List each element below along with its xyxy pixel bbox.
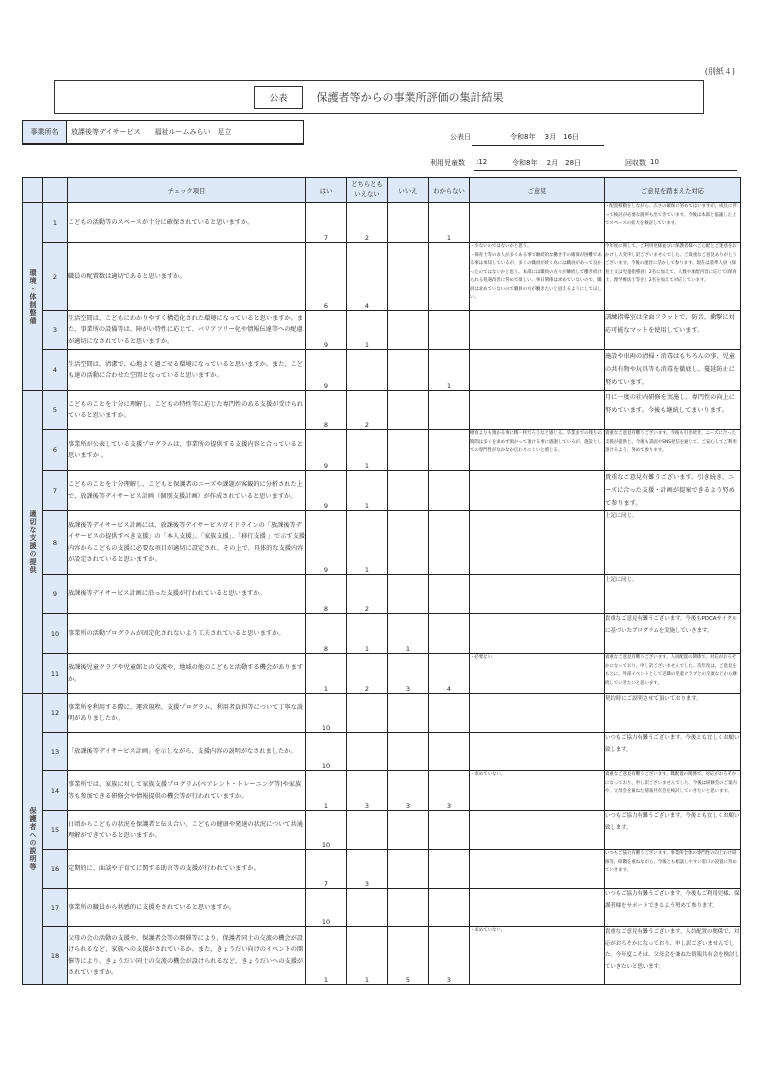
count-no <box>388 733 429 771</box>
count-yes: 9 <box>306 430 347 471</box>
opinion-text: ・求めていない。 <box>470 771 605 811</box>
count-unknown <box>429 575 470 614</box>
count-yes: 10 <box>306 694 347 733</box>
count-yes: 8 <box>306 614 347 654</box>
question-number: 3 <box>43 311 68 350</box>
response-text: 今年度に関して、ご利用児様並びに保護者様へご心配とご迷惑をおかけし大変申し訳ございませんでした。ご貴重なご意見ありがとうございます。今後の運営に活かして参ります。現在は基準人員（保育士又は児童指導員）2名に加えて、人数や加配内容に応じて(保育士、理学療法士等を）2名を加えて対応しています。 <box>605 243 741 311</box>
opinion-text: ・必要ない <box>470 654 605 694</box>
count-yes: 7 <box>306 203 347 243</box>
count-neutral: 3 <box>347 850 388 889</box>
opinion-text <box>470 391 605 430</box>
count-neutral: 1 <box>347 927 388 985</box>
appendix-label: (別紙４) <box>704 67 735 76</box>
response-text: 施設や車両の清掃・消毒はもちろんの事、児童の共有物や玩具等も消毒を徹底し、蔓延防止に努めています。 <box>605 350 741 391</box>
response-text: 契約時にご説明させて頂いております。 <box>605 694 741 733</box>
count-no: 3 <box>388 771 429 811</box>
table-row <box>23 391 741 430</box>
count-unknown <box>429 471 470 511</box>
office-name-box <box>22 120 304 145</box>
question-text: 放課後等デイサービス計画には、放課後等デイサービスガイドラインの「放課後等デイサービスの提供すべき支援」の「本人支援」、「家族支援」、「移行支援 」で示す支援内容からこどもの支援に必要な項目が適切に設定され、その上で、具体的な支援内容が設定されていると思いますか。 <box>68 511 306 575</box>
response-text: 訓練指導室は全面フラットで、防音、衝撃に対応可能なマットを使用しています。 <box>605 311 741 350</box>
question-number: 18 <box>43 927 68 985</box>
question-text: 放課後等デイサービス計画に沿った支援が行われていると思いますか。 <box>68 575 306 614</box>
count-yes: 1 <box>306 771 347 811</box>
table-row <box>23 811 741 850</box>
count-no <box>388 575 429 614</box>
count-no: 3 <box>388 654 429 694</box>
count-no <box>388 850 429 889</box>
count-no: 5 <box>388 927 429 985</box>
question-number: 5 <box>43 391 68 430</box>
publication-date-label: 公表日 <box>450 133 471 141</box>
collected-count-label: 回収数 <box>625 159 646 167</box>
table-header-row <box>23 178 741 203</box>
count-yes: 9 <box>306 350 347 391</box>
response-text: ・配置移動をしながら、広さの確保に努めてはいますが、成長に伴って検討が必要な箇所も出てきています。今後は本部と協議した上でスペースの拡大を検討しています。 <box>605 203 741 243</box>
question-number: 14 <box>43 771 68 811</box>
count-neutral: 2 <box>347 654 388 694</box>
count-neutral <box>347 733 388 771</box>
count-unknown <box>429 733 470 771</box>
response-text: いつもご協力有難うございます。今後もご利用児様、保護者様をサポートできるよう努めて参ります。 <box>605 889 741 927</box>
count-yes: 10 <box>306 733 347 771</box>
header-number <box>43 178 68 203</box>
table-row <box>23 927 741 985</box>
response-text: 月に一度の社内研修を実施し、専門性の向上に努めています。今後も継続してまいります。 <box>605 391 741 430</box>
question-number: 9 <box>43 575 68 614</box>
table-row <box>23 771 741 811</box>
response-text: 上記に同じ。 <box>605 511 741 575</box>
count-neutral <box>347 694 388 733</box>
count-yes: 1 <box>306 927 347 985</box>
category-label: 保護者への説明等 <box>23 694 43 985</box>
table-row <box>23 471 741 511</box>
question-number: 11 <box>43 654 68 694</box>
question-text: 「放課後等デイサービス計画」を示しながら、支援内容の説明がなされましたか。 <box>68 733 306 771</box>
table-row <box>23 694 741 733</box>
question-number: 8 <box>43 511 68 575</box>
response-text: 上記に同じ。 <box>605 575 741 614</box>
count-yes: 9 <box>306 311 347 350</box>
question-number: 10 <box>43 614 68 654</box>
survey-date: 令和8年 2月 28日 <box>512 159 582 167</box>
question-text: こどものことを十分に理解し、こどもの特性等に応じた専門性のある支援が受けられていると思いますか。 <box>68 391 306 430</box>
question-text: 事業所の活動プログラムが固定化されないよう工夫されていると思いますか。 <box>68 614 306 654</box>
opinion-text <box>470 694 605 733</box>
count-unknown: 1 <box>429 350 470 391</box>
question-text: 職員の配置数は適切であると思いますか。 <box>68 243 306 311</box>
count-unknown <box>429 391 470 430</box>
question-number: 7 <box>43 471 68 511</box>
header-opinion: ご意見 <box>470 178 605 203</box>
count-yes: 10 <box>306 811 347 850</box>
count-yes: 9 <box>306 511 347 575</box>
count-no <box>388 811 429 850</box>
count-neutral <box>347 811 388 850</box>
opinion-text <box>470 203 605 243</box>
category-label: 環境・体制整備 <box>23 203 43 391</box>
count-yes: 8 <box>306 575 347 614</box>
count-no <box>388 511 429 575</box>
count-neutral: 1 <box>347 471 388 511</box>
response-text: 貴重なご意見有難うございます。職配置の関係で、対応がおろそかになっており、申し訳ございませんでした。今後は研修会のご案内や、父母会を兼ねた情報共有会を検討していきたいと思います。 <box>605 771 741 811</box>
children-count-value: :12 <box>476 158 488 166</box>
collected-count-value: 10 <box>650 158 659 166</box>
count-no <box>388 311 429 350</box>
count-yes: 7 <box>306 850 347 889</box>
count-no: 1 <box>388 614 429 654</box>
question-text: 事業所の職員から共感的に支援をされていると思いますか。 <box>68 889 306 927</box>
table-row <box>23 243 741 311</box>
question-text: こどもの活動等のスペースが十分に確保されていると思いますか。 <box>68 203 306 243</box>
count-no <box>388 350 429 391</box>
children-count-label: 利用児童数 <box>430 159 465 167</box>
table-row <box>23 614 741 654</box>
opinion-text: ・少ないのではないかと思う。 ・保育士等の求人が多くある事で継続的な働き手の確保が困難である事は承知しているが、多くの職員が続く為には職員があって良かったのではないかと思う。本部には職員の方々が継続して働き続けられる処遇改善に努めて欲しい。事日関係は求めていないので、職員は求めていないので職員の方が働きたいと思えるようにしてほしい。 <box>470 243 605 311</box>
count-yes: 6 <box>306 243 347 311</box>
count-unknown <box>429 430 470 471</box>
count-unknown <box>429 694 470 733</box>
header-unknown: わからない <box>429 178 470 203</box>
response-text: 貴重なご意見有難うございます。引き続き、ニーズに合った支援・計画が提案できるよう努めて参ります。 <box>605 471 741 511</box>
count-yes: 1 <box>306 654 347 694</box>
question-text: 放課後児童クラブや児童館との交流や、地域の他のこどもと活動する機会がありますか。 <box>68 654 306 694</box>
count-no <box>388 889 429 927</box>
question-text: 父母の会の活動の支援や、保護者会等の開催等により、保護者同士の交流の機会が設けられるなど、家族への支援がされているか。また、きょうだい向けのイベントの開催等により、きょうだい同士の交流の機会が設けられるなど、きょうだいへの支援がされていますか。 <box>68 927 306 985</box>
count-neutral: 1 <box>347 614 388 654</box>
count-neutral: 2 <box>347 575 388 614</box>
count-unknown <box>429 311 470 350</box>
count-neutral: 1 <box>347 511 388 575</box>
header-check-item: チェック項目 <box>68 178 306 203</box>
title-box <box>54 80 704 114</box>
response-text: 貴重なご意見有難うございます。人員配置の関係で、対応がおろそかになっており、申し訳ございませんでした。次年度は、ご意見をもとに、外部イベントとして近隣の児童クラブとの交流などから継続していきたいと思います。 <box>605 654 741 694</box>
evaluation-table <box>22 177 741 985</box>
question-text: 事業所を利用する際に、運営規程、支援プログラム、利用者負担等について丁寧な説明がありましたか。 <box>68 694 306 733</box>
opinion-text: 療育よりも預かる事に精一杯だろうなと感じる。卒業までの残りの期間は多くを求めず預かって頂ける事に感謝しているが、施設としての専門性がなかなか伝わりにくいと感じる。 <box>470 430 605 471</box>
count-unknown <box>429 811 470 850</box>
count-yes: 10 <box>306 889 347 927</box>
count-unknown: 1 <box>429 203 470 243</box>
question-number: 12 <box>43 694 68 733</box>
table-row <box>23 203 741 243</box>
header-yes: はい <box>306 178 347 203</box>
count-unknown: 3 <box>429 771 470 811</box>
office-name-label: 事業所名 <box>23 121 67 143</box>
table-row <box>23 654 741 694</box>
count-neutral: 2 <box>347 203 388 243</box>
question-text: 生活空間は、こどもにわかりやすく構造化された環境になっていると思いますか。また、事業所の設備等は、障がい特性に応じて、バリアフリー化や情報伝達等への配慮が適切になされていると思いますか。 <box>68 311 306 350</box>
opinion-text <box>470 733 605 771</box>
header-neutral: どちらとも いえない <box>347 178 388 203</box>
count-unknown <box>429 850 470 889</box>
question-number: 6 <box>43 430 68 471</box>
category-label: 適切な支援の提供 <box>23 391 43 694</box>
response-text: 貴重なご意見有難うございます。今後も引き続き、ニーズに合った支援が提供と、今後も書面やSNS発信を通じて、ご安心してご利用頂けるよう、努めて参ります。 <box>605 430 741 471</box>
table-row <box>23 889 741 927</box>
opinion-text <box>470 511 605 575</box>
opinion-text <box>470 614 605 654</box>
table-row <box>23 311 741 350</box>
question-text: 事業所では、家族に対して家族支援プログラム(ペアレント・トレーニング等)や家族等も参加できる研修会や情報提供の機会等が行われていますか。 <box>68 771 306 811</box>
question-text: 定期的に、面談や子育てに関する助言等の支援が行われていますか。 <box>68 850 306 889</box>
question-number: 15 <box>43 811 68 850</box>
opinion-text <box>470 311 605 350</box>
count-unknown <box>429 511 470 575</box>
header-response: ご意見を踏まえた対応 <box>605 178 741 203</box>
question-number: 1 <box>43 203 68 243</box>
office-name-value: 放課後等デイサービス 福祉ルームみらい 足立 <box>71 128 232 136</box>
question-text: 事業所が公表している支援プログラムは、事業所の提供する支援内容と合っていると思いますか 。 <box>68 430 306 471</box>
table-row <box>23 733 741 771</box>
response-text: いつもご協力有難うございます。事業所全体の専門性の向上わけ研修等、研鑽を重ねながら、今後とも相談しやすい窓口の設置に努めていきます。 <box>605 850 741 889</box>
table-row <box>23 511 741 575</box>
question-number: 2 <box>43 243 68 311</box>
count-no <box>388 243 429 311</box>
count-neutral: 1 <box>347 311 388 350</box>
count-unknown <box>429 889 470 927</box>
question-number: 16 <box>43 850 68 889</box>
count-neutral: 1 <box>347 430 388 471</box>
count-neutral: 4 <box>347 243 388 311</box>
count-unknown <box>429 614 470 654</box>
count-neutral <box>347 889 388 927</box>
page-title: 保護者等からの事業所評価の集計結果 <box>316 91 504 104</box>
table-row <box>23 350 741 391</box>
count-yes: 9 <box>306 471 347 511</box>
publication-badge: 公表 <box>254 86 302 109</box>
table-row <box>23 575 741 614</box>
count-neutral: 3 <box>347 771 388 811</box>
response-text: 貴重なご意見有難うございます。今後もPDCAサイクルに基づいたプログラムを実施していきます。 <box>605 614 741 654</box>
response-text: いつもご協力有難うございます。今後とも宜しくお願い致します。 <box>605 811 741 850</box>
opinion-text <box>470 350 605 391</box>
question-number: 13 <box>43 733 68 771</box>
question-text: 生活空間は、清潔で、心地よく過ごせる環境になっていると思いますか。また、こども達の活動に合わせた空間となっていると思いますか。 <box>68 350 306 391</box>
table-row <box>23 850 741 889</box>
opinion-text: ・求めていない。 <box>470 927 605 985</box>
response-text: いつもご協力有難うございます。今後とも宜しくお願い致します。 <box>605 733 741 771</box>
table-row <box>23 430 741 471</box>
count-no <box>388 203 429 243</box>
question-text: 日頃からこどもの状況を保護者と伝え合い、こどもの健康や発達の状況について共通理解ができていると思いますか。 <box>68 811 306 850</box>
count-unknown: 4 <box>429 654 470 694</box>
opinion-text <box>470 575 605 614</box>
count-yes: 8 <box>306 391 347 430</box>
count-neutral: 2 <box>347 391 388 430</box>
opinion-text <box>470 471 605 511</box>
count-no <box>388 471 429 511</box>
response-text: 貴重なご意見有難うございます。人員配置の関係で、対応がおろそかになっており、申し訳ございませんでした。今年度こそは、父母会を兼ねた情報共有会を検討していきたいと思います。 <box>605 927 741 985</box>
question-text: こどものことを十分理解し、こどもと保護者のニーズや課題が客観的に分析された上で、放課後等デイサービス計画（個別支援計画）が作成されていると思いますか。 <box>68 471 306 511</box>
count-neutral <box>347 350 388 391</box>
question-number: 17 <box>43 889 68 927</box>
count-unknown <box>429 243 470 311</box>
header-no: いいえ <box>388 178 429 203</box>
opinion-text <box>470 811 605 850</box>
opinion-text <box>470 850 605 889</box>
count-no <box>388 391 429 430</box>
count-no <box>388 430 429 471</box>
opinion-text <box>470 889 605 927</box>
publication-date-value: 令和8年 3月 16日 <box>510 133 580 141</box>
count-no <box>388 694 429 733</box>
question-number: 4 <box>43 350 68 391</box>
count-unknown: 3 <box>429 927 470 985</box>
header-category <box>23 178 43 203</box>
